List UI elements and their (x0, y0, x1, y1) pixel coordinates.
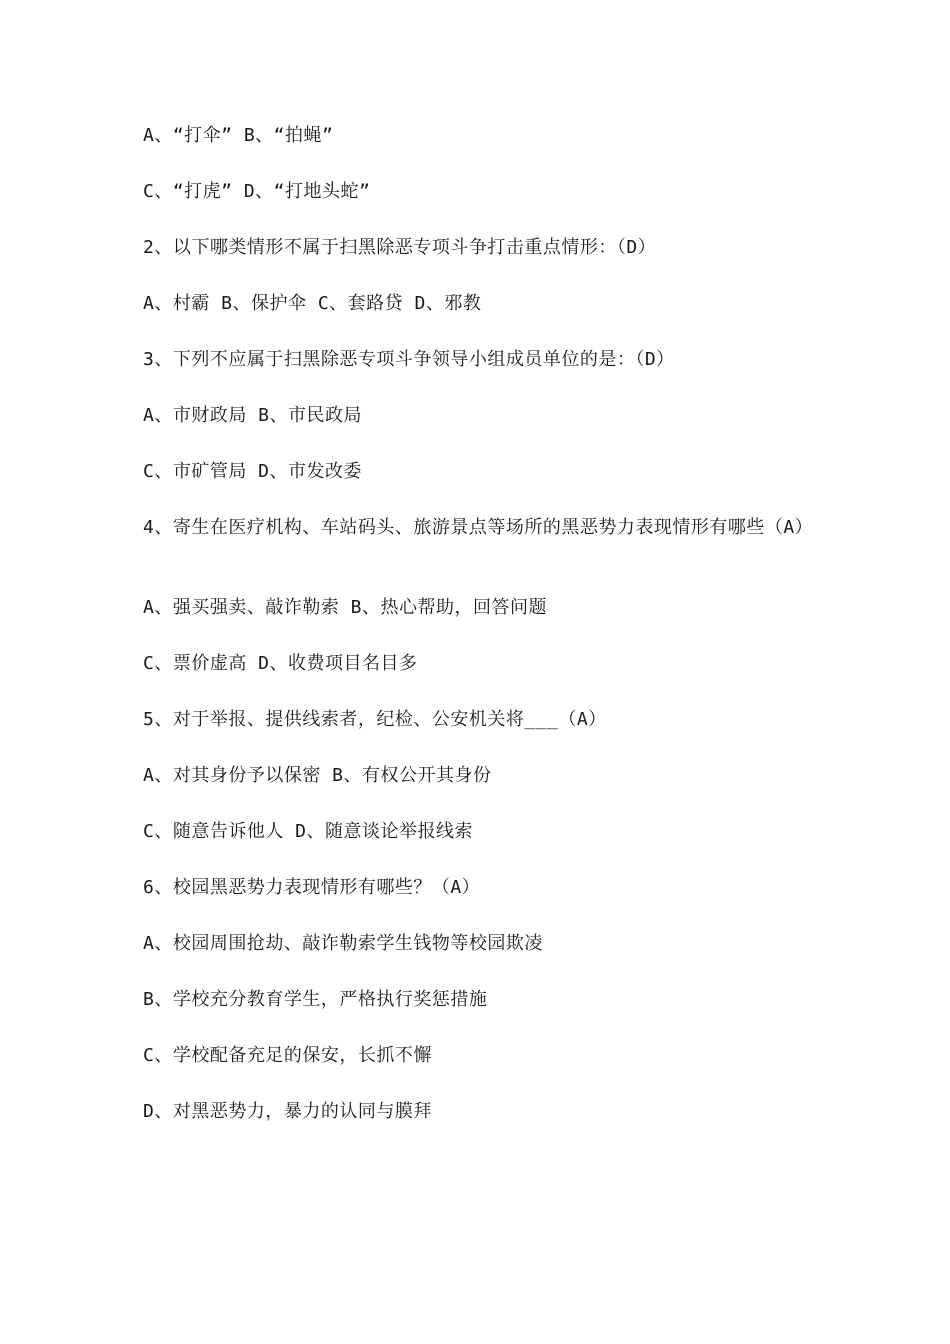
q4-question: 4、寄生在医疗机构、车站码头、旅游景点等场所的黑恶势力表现情形有哪些（A） (143, 517, 814, 538)
q3-options-cd: C、市矿管局 D、市发改委 (143, 461, 363, 482)
q4-options-cd: C、票价虚高 D、收费项目名目多 (143, 653, 418, 674)
q5-question: 5、对于举报、提供线索者，纪检、公安机关将___（A） (143, 709, 607, 730)
q5-options-ab: A、对其身份予以保密 B、有权公开其身份 (143, 765, 492, 786)
q4-options-ab: A、强买强卖、敲诈勒索 B、热心帮助，回答问题 (143, 597, 548, 618)
q1-options-cd: C、“打虎” D、“打地头蛇” (143, 181, 371, 202)
q3-options-ab: A、市财政局 B、市民政局 (143, 405, 363, 426)
q6-option-a: A、校园周围抢劫、敲诈勒索学生钱物等校园欺凌 (143, 933, 543, 954)
q3-question: 3、下列不应属于扫黑除恶专项斗争领导小组成员单位的是：（D） (143, 349, 675, 370)
q2-options: A、村霸 B、保护伞 C、套路贷 D、邪教 (143, 293, 482, 314)
q6-option-d: D、对黑恶势力，暴力的认同与膜拜 (143, 1101, 432, 1122)
q1-options-ab: A、“打伞” B、“拍蝇” (143, 125, 334, 146)
q6-option-b: B、学校充分教育学生，严格执行奖惩措施 (143, 989, 488, 1010)
q2-question: 2、以下哪类情形不属于扫黑除恶专项斗争打击重点情形：（D） (143, 237, 657, 258)
q6-question: 6、校园黑恶势力表现情形有哪些？（A） (143, 877, 481, 898)
q5-options-cd: C、随意告诉他人 D、随意谈论举报线索 (143, 821, 474, 842)
q6-option-c: C、学校配备充足的保安，长抓不懈 (143, 1045, 432, 1066)
